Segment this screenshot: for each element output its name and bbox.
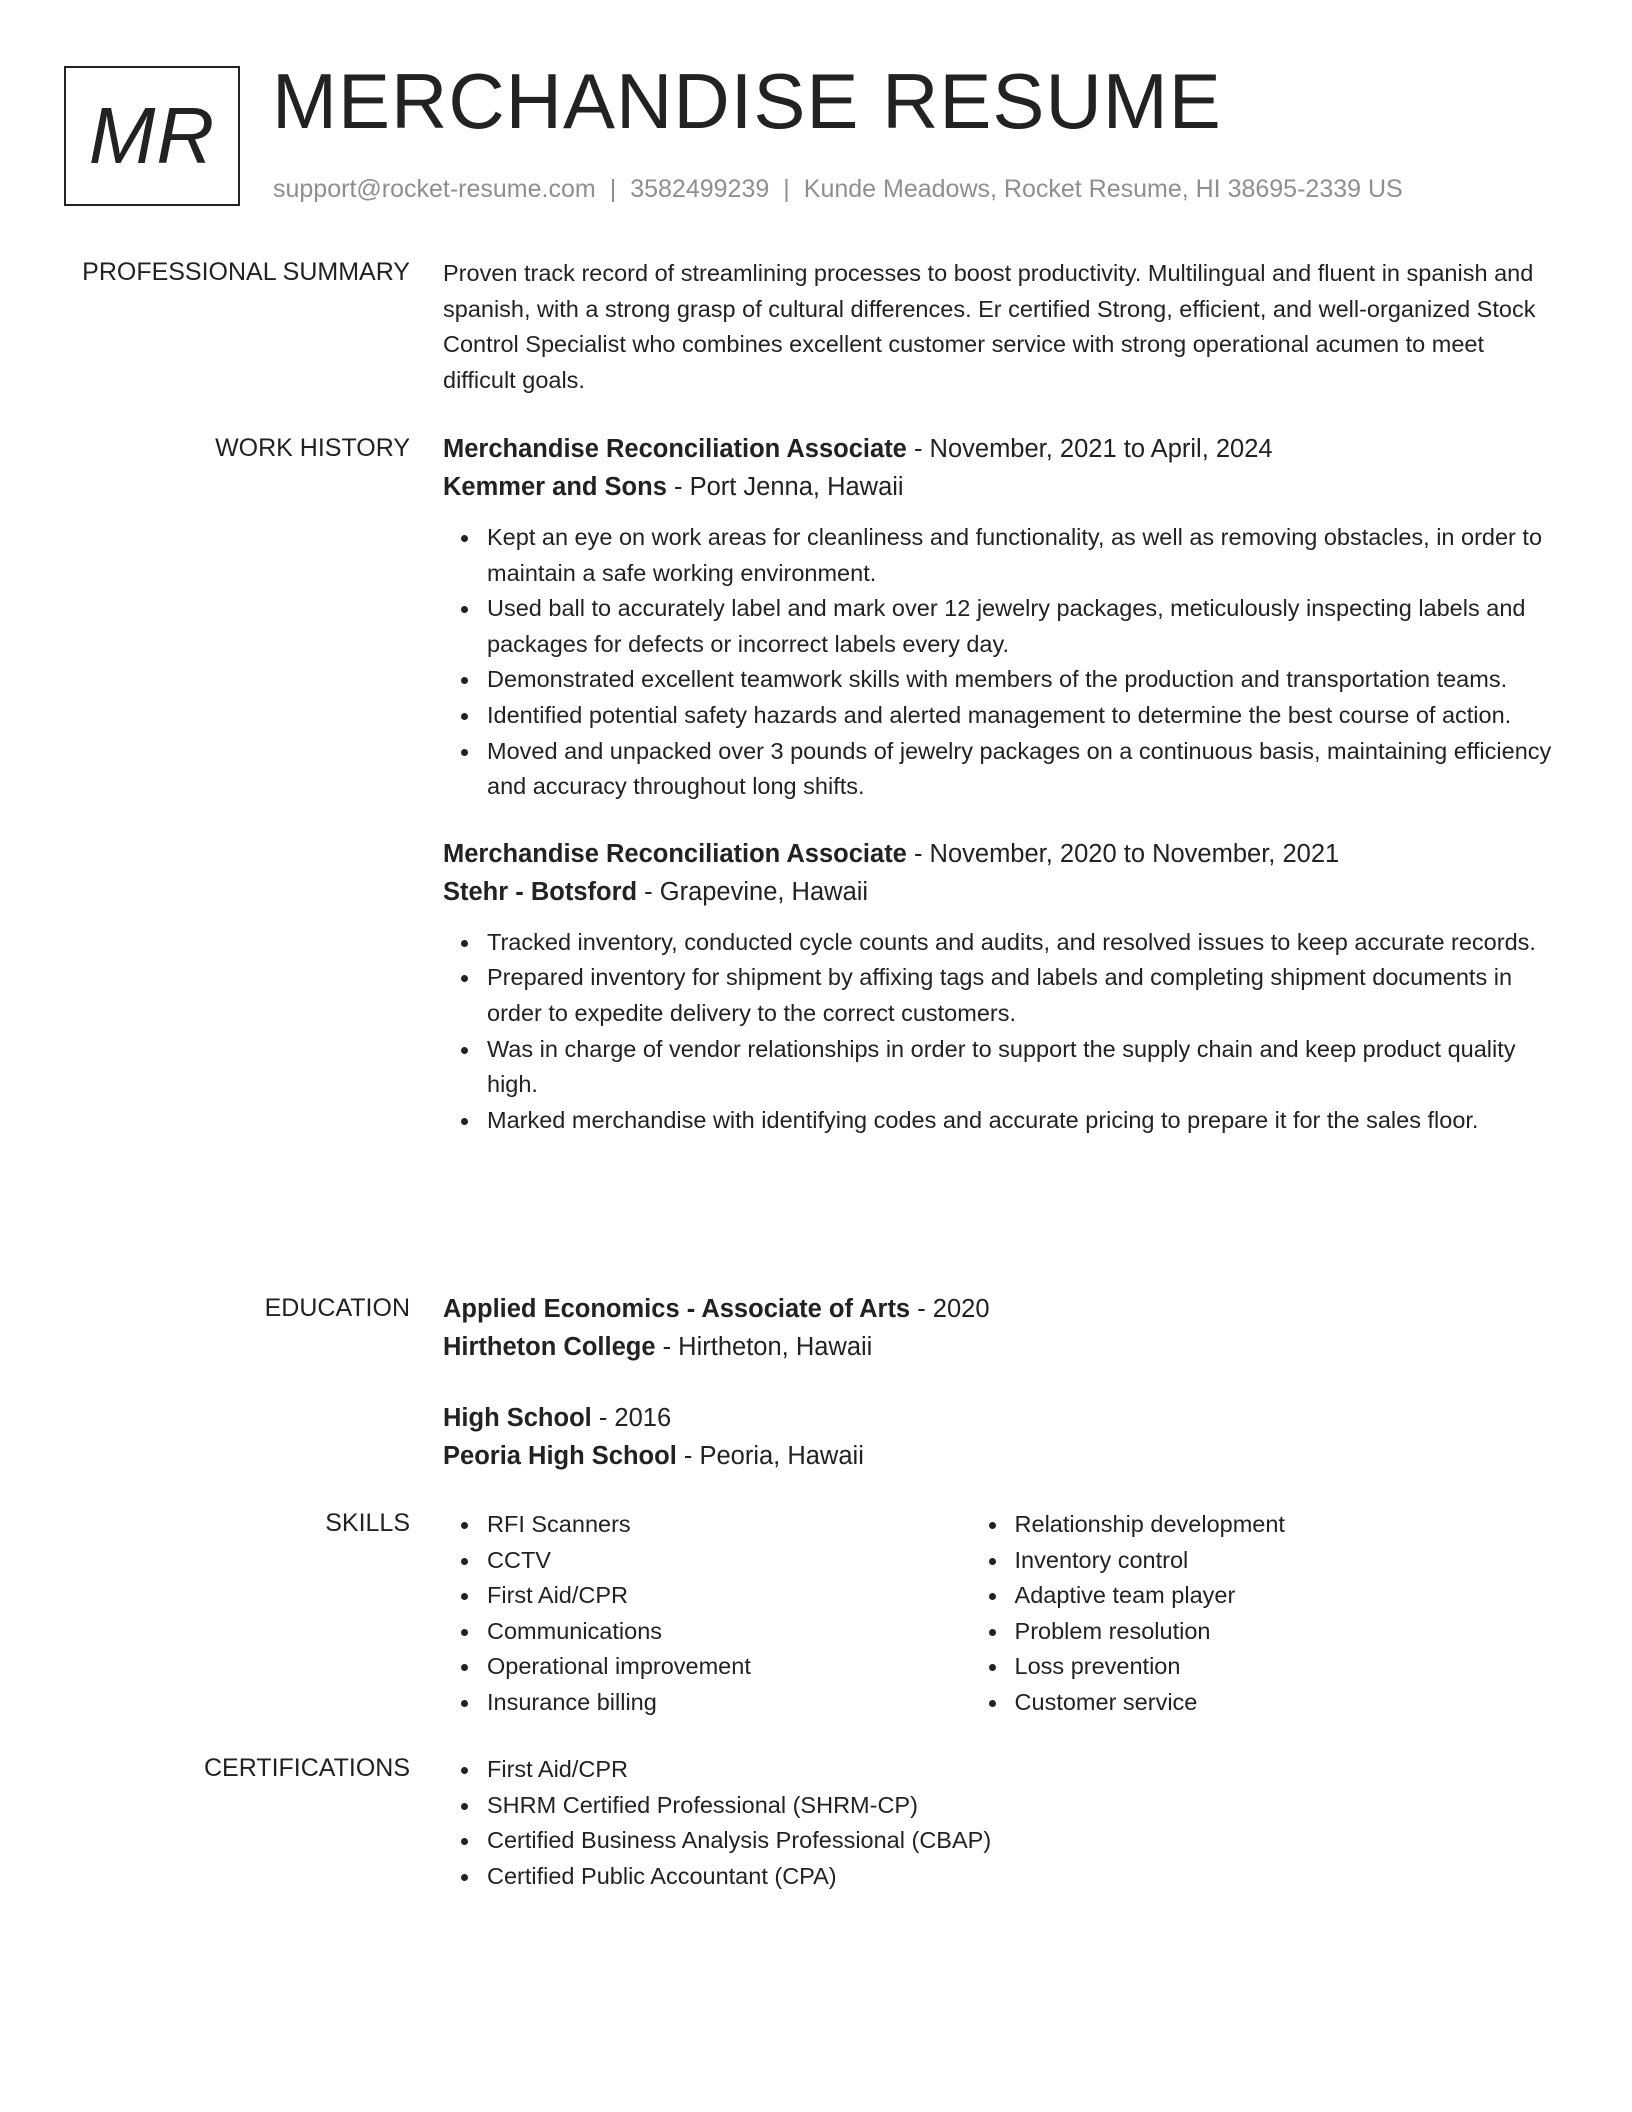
- skills-list-right: [971, 1507, 1555, 1721]
- job-bullets: [443, 925, 1555, 1139]
- list-item: Customer service: [1015, 1685, 1555, 1721]
- skills-content: [443, 1507, 1555, 1721]
- education-degree-line: [443, 1399, 1555, 1437]
- job-title-line: [443, 835, 1555, 873]
- contact-line: [273, 175, 1403, 204]
- job-location: - Grapevine, Hawaii: [637, 877, 869, 906]
- education-degree: High School: [443, 1404, 592, 1432]
- list-item: RFI Scanners: [487, 1507, 971, 1543]
- job-entry: [443, 430, 1555, 805]
- job-entry: [443, 835, 1555, 1139]
- education-content: [443, 1290, 1555, 1475]
- list-item: Certified Public Accountant (CPA): [487, 1859, 1555, 1895]
- monogram-box: MR: [64, 66, 240, 206]
- contact-separator: |: [783, 175, 790, 203]
- contact-email: support@rocket-resume.com: [273, 175, 596, 203]
- list-item: Moved and unpacked over 3 pounds of jewelry packages on a continuous basis, maintaining efficiency and accuracy throughout long shifts.: [487, 734, 1555, 805]
- list-item: Adaptive team player: [1015, 1578, 1555, 1614]
- section-label-summary: PROFESSIONAL SUMMARY: [82, 258, 410, 286]
- list-item: Insurance billing: [487, 1685, 971, 1721]
- education-entry: [443, 1290, 1555, 1366]
- list-item: CCTV: [487, 1543, 971, 1579]
- list-item: Marked merchandise with identifying codes and accurate pricing to prepare it for the sales floor.: [487, 1103, 1555, 1139]
- job-location: - Port Jenna, Hawaii: [666, 473, 904, 501]
- education-degree: Applied Economics - Associate of Arts: [443, 1295, 911, 1323]
- list-item: First Aid/CPR: [487, 1752, 1555, 1788]
- section-label-skills: SKILLS: [325, 1509, 410, 1537]
- list-item: Was in charge of vendor relationships in order to support the supply chain and keep product quality high.: [487, 1032, 1555, 1103]
- job-title-line: [443, 430, 1555, 468]
- certifications-content: [443, 1752, 1555, 1894]
- work-content: [443, 430, 1555, 1138]
- education-entry: [443, 1399, 1555, 1475]
- job-dates: - November, 2020 to November, 2021: [906, 839, 1340, 868]
- skills-list-left: [443, 1507, 971, 1721]
- summary-text: Proven track record of streamlining processes to boost productivity. Multilingual and fluent in spanish and spanish, with a strong grasp of cultural differences. Er certified Strong, efficient, and well-organized Stock Control Specialist who combines excellent customer service with strong operational acumen to meet difficult goals.: [443, 260, 1536, 393]
- list-item: First Aid/CPR: [487, 1578, 971, 1614]
- page-title: MERCHANDISE RESUME: [272, 57, 1222, 145]
- list-item: Used ball to accurately label and mark over 12 jewelry packages, meticulously inspecting labels and packages for defects or incorrect labels every day.: [487, 591, 1555, 662]
- education-year: - 2016: [591, 1404, 672, 1432]
- job-company: Stehr - Botsford: [443, 877, 638, 906]
- section-label-work-history: WORK HISTORY: [215, 434, 410, 462]
- list-item: Relationship development: [1015, 1507, 1555, 1543]
- job-company: Kemmer and Sons: [443, 473, 667, 501]
- education-school-line: [443, 1328, 1555, 1366]
- education-location: - Hirtheton, Hawaii: [655, 1333, 873, 1361]
- contact-separator: |: [609, 175, 617, 203]
- list-item: Communications: [487, 1614, 971, 1650]
- education-school: Hirtheton College: [443, 1333, 656, 1361]
- list-item: Loss prevention: [1015, 1649, 1555, 1685]
- list-item: Prepared inventory for shipment by affixing tags and labels and completing shipment documents in order to expedite delivery to the correct customers.: [487, 960, 1555, 1031]
- list-item: SHRM Certified Professional (SHRM-CP): [487, 1788, 1555, 1824]
- education-degree-line: [443, 1290, 1555, 1328]
- contact-phone: 3582499239: [630, 175, 770, 203]
- list-item: Problem resolution: [1015, 1614, 1555, 1650]
- job-title: Merchandise Reconciliation Associate: [443, 839, 907, 868]
- job-company-line: [443, 873, 1555, 911]
- list-item: Tracked inventory, conducted cycle counts and audits, and resolved issues to keep accurate records.: [487, 925, 1555, 961]
- education-location: - Peoria, Hawaii: [676, 1442, 864, 1470]
- education-school-line: [443, 1437, 1555, 1475]
- list-item: Demonstrated excellent teamwork skills with members of the production and transportation teams.: [487, 662, 1555, 698]
- list-item: Certified Business Analysis Professional (CBAP): [487, 1823, 1555, 1859]
- job-company-line: [443, 468, 1555, 506]
- job-bullets: [443, 520, 1555, 805]
- list-item: Identified potential safety hazards and alerted management to determine the best course of action.: [487, 698, 1555, 734]
- education-year: - 2020: [910, 1295, 990, 1323]
- job-dates: - November, 2021 to April, 2024: [906, 435, 1273, 463]
- list-item: Operational improvement: [487, 1649, 971, 1685]
- education-school: Peoria High School: [443, 1442, 677, 1470]
- contact-address: Kunde Meadows, Rocket Resume, HI 38695-2339 US: [803, 175, 1403, 203]
- list-item: Kept an eye on work areas for cleanliness and functionality, as well as removing obstacles, in order to maintain a safe working environment.: [487, 520, 1555, 591]
- section-label-certifications: CERTIFICATIONS: [203, 1754, 410, 1782]
- summary-content: [443, 256, 1555, 398]
- job-title: Merchandise Reconciliation Associate: [443, 435, 907, 463]
- list-item: Inventory control: [1015, 1543, 1555, 1579]
- section-label-education: EDUCATION: [264, 1294, 410, 1322]
- certifications-list: [443, 1752, 1555, 1894]
